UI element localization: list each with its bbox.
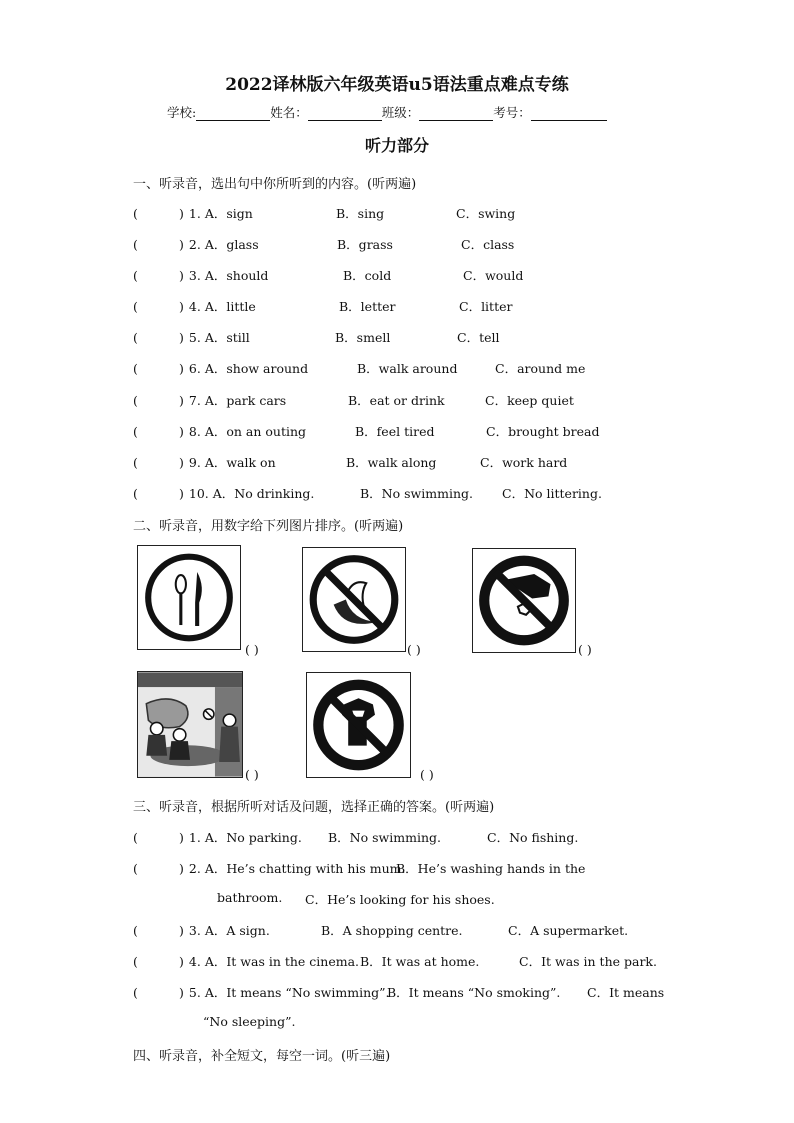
answer-bracket-open[interactable]: ( <box>133 954 138 969</box>
bracket-close: ) <box>179 954 184 969</box>
bracket-close: ) <box>179 330 184 345</box>
option-c: C．around me <box>495 361 586 376</box>
question-number: 5. <box>188 985 201 1000</box>
option-c-continued: “No sleeping”. <box>203 1014 296 1029</box>
sign3-answer-blank[interactable]: ( ) <box>578 642 592 657</box>
part1-question-4 <box>133 297 513 315</box>
option-c: C．litter <box>459 299 513 314</box>
option-c: C．brought bread <box>486 424 600 439</box>
answer-bracket-open[interactable]: ( <box>133 237 138 252</box>
people-smoking-scene-image <box>137 671 243 778</box>
part3-question-2 <box>133 859 586 877</box>
option-c: C．No littering. <box>502 486 602 501</box>
answer-bracket-open[interactable]: ( <box>133 923 138 938</box>
answer-bracket-open[interactable]: ( <box>133 424 138 439</box>
option-a: A．glass <box>204 237 259 252</box>
option-c: C．No fishing. <box>487 830 579 845</box>
name-label: 姓名： <box>270 105 308 120</box>
option-b: B．smell <box>335 330 391 345</box>
bracket-close: ) <box>179 830 184 845</box>
option-a: A．should <box>204 268 269 283</box>
option-b: B．No swimming. <box>328 830 441 845</box>
sign5-answer-blank[interactable]: ( ) <box>420 767 434 782</box>
bracket-close: ) <box>179 361 184 376</box>
option-a: A．It was in the cinema. <box>204 954 360 969</box>
option-a: A．A sign. <box>204 923 270 938</box>
option-a: A．show around <box>204 361 309 376</box>
part1-instruction: 一、听录音，选出句中你所听到的内容。(听两遍) <box>133 177 417 192</box>
sign2-answer-blank[interactable]: ( ) <box>407 642 421 657</box>
question-number: 2. <box>188 861 201 876</box>
sign4-answer-blank[interactable]: ( ) <box>245 767 259 782</box>
bracket-close: ) <box>179 206 184 221</box>
part3-question-2-cont <box>217 890 495 907</box>
bracket-close: ) <box>179 393 184 408</box>
bracket-close: ) <box>179 455 184 470</box>
question-number: 6. <box>188 361 201 376</box>
bracket-close: ) <box>179 486 184 501</box>
part1-question-1 <box>133 204 516 222</box>
part4-instruction: 四、听录音，补全短文，每空一词。(听三遍) <box>133 1049 391 1064</box>
option-b: B．A shopping centre. <box>321 923 463 938</box>
bracket-close: ) <box>179 299 184 314</box>
option-a: A．little <box>204 299 256 314</box>
option-b: B．grass <box>337 237 393 252</box>
option-b: B．letter <box>339 299 396 314</box>
option-c: C．He’s looking for his shoes. <box>305 892 495 907</box>
option-b: B．walk around <box>357 361 458 376</box>
part1-question-7 <box>133 391 574 409</box>
option-a: A．No parking. <box>204 830 302 845</box>
option-c: C．tell <box>457 330 500 345</box>
part1-question-2 <box>133 235 515 253</box>
part3-question-3 <box>133 921 629 939</box>
part1-question-9 <box>133 453 568 471</box>
answer-bracket-open[interactable]: ( <box>133 861 138 876</box>
option-c: C．class <box>461 237 515 252</box>
part1-question-10 <box>133 484 602 502</box>
answer-bracket-open[interactable]: ( <box>133 393 138 408</box>
question-number: 5. <box>188 330 201 345</box>
name-blank[interactable] <box>308 107 382 121</box>
part2-instruction: 二、听录音，用数字给下列图片排序。(听两遍) <box>133 519 404 534</box>
bracket-close: ) <box>179 268 184 283</box>
part1-question-5 <box>133 328 500 346</box>
school-label: 学校: <box>167 105 197 120</box>
question-number: 1. <box>188 830 201 845</box>
option-c: C．A supermarket. <box>508 923 629 938</box>
question-number: 4. <box>188 954 201 969</box>
part1-question-3 <box>133 266 524 284</box>
part3-question-5-cont <box>203 1014 295 1029</box>
answer-bracket-open[interactable]: ( <box>133 299 138 314</box>
option-a: A．It means “No swimming”. <box>204 985 390 1000</box>
option-c: C．It was in the park. <box>519 954 657 969</box>
option-b: B．eat or drink <box>348 393 445 408</box>
option-a: A．sign <box>204 206 253 221</box>
option-b: B．feel tired <box>355 424 435 439</box>
no-eating-sign-image <box>137 545 241 650</box>
question-number: 8. <box>188 424 201 439</box>
answer-bracket-open[interactable]: ( <box>133 455 138 470</box>
no-lips-sign-image <box>306 672 411 778</box>
option-c: C．would <box>463 268 524 283</box>
option-a: A．still <box>204 330 250 345</box>
option-b: B．No swimming. <box>360 486 473 501</box>
question-number: 3. <box>188 268 201 283</box>
part3-question-1 <box>133 828 579 846</box>
question-number: 10. <box>188 486 209 501</box>
answer-bracket-open[interactable]: ( <box>133 830 138 845</box>
student-info-line <box>167 103 607 121</box>
part1-question-6 <box>133 359 586 377</box>
question-number: 7. <box>188 393 201 408</box>
answer-bracket-open[interactable]: ( <box>133 361 138 376</box>
option-a: A．No drinking. <box>212 486 315 501</box>
number-label: 考号： <box>493 105 531 120</box>
option-c: C．It means <box>587 985 665 1000</box>
option-c: C．swing <box>456 206 516 221</box>
page-title: 2022译林版六年级英语u5语法重点难点专练 <box>225 75 569 95</box>
answer-bracket-open[interactable]: ( <box>133 486 138 501</box>
option-c: C．keep quiet <box>485 393 574 408</box>
option-b: B．sing <box>336 206 385 221</box>
option-b: B．He’s washing hands in the <box>396 861 586 876</box>
option-a: A．He’s chatting with his mum. <box>204 861 406 876</box>
answer-bracket-open[interactable]: ( <box>133 268 138 283</box>
bracket-close: ) <box>179 237 184 252</box>
answer-bracket-open[interactable]: ( <box>133 206 138 221</box>
class-blank[interactable] <box>419 107 493 121</box>
section-heading-listening: 听力部分 <box>364 136 429 155</box>
option-b: B．It means “No smoking”. <box>387 985 561 1000</box>
bracket-close: ) <box>179 424 184 439</box>
question-number: 2. <box>188 237 201 252</box>
option-b: B．walk along <box>346 455 437 470</box>
number-blank[interactable] <box>531 107 607 121</box>
part1-question-8 <box>133 422 600 440</box>
bracket-close: ) <box>179 861 184 876</box>
option-b: B．cold <box>343 268 392 283</box>
option-c: C．work hard <box>480 455 568 470</box>
option-b: B．It was at home. <box>360 954 480 969</box>
part3-instruction: 三、听录音，根据所听对话及问题，选择正确的答案。(听两遍) <box>133 800 495 815</box>
no-food-banana-sign-image <box>302 547 406 652</box>
school-blank[interactable] <box>196 107 270 121</box>
answer-bracket-open[interactable]: ( <box>133 330 138 345</box>
question-number: 3. <box>188 923 201 938</box>
answer-bracket-open[interactable]: ( <box>133 985 138 1000</box>
option-b-continued: bathroom. <box>217 890 283 905</box>
class-label: 班级： <box>381 105 420 120</box>
option-a: A．on an outing <box>204 424 307 439</box>
question-number: 9. <box>188 455 201 470</box>
sign1-answer-blank[interactable]: ( ) <box>245 642 259 657</box>
option-a: A．park cars <box>204 393 287 408</box>
bracket-close: ) <box>179 923 184 938</box>
bracket-close: ) <box>179 985 184 1000</box>
part3-question-4 <box>133 952 657 970</box>
option-a: A．walk on <box>204 455 276 470</box>
question-number: 4. <box>188 299 201 314</box>
no-littering-sign-image <box>472 548 576 653</box>
question-number: 1. <box>188 206 201 221</box>
part3-question-5 <box>133 983 665 1001</box>
